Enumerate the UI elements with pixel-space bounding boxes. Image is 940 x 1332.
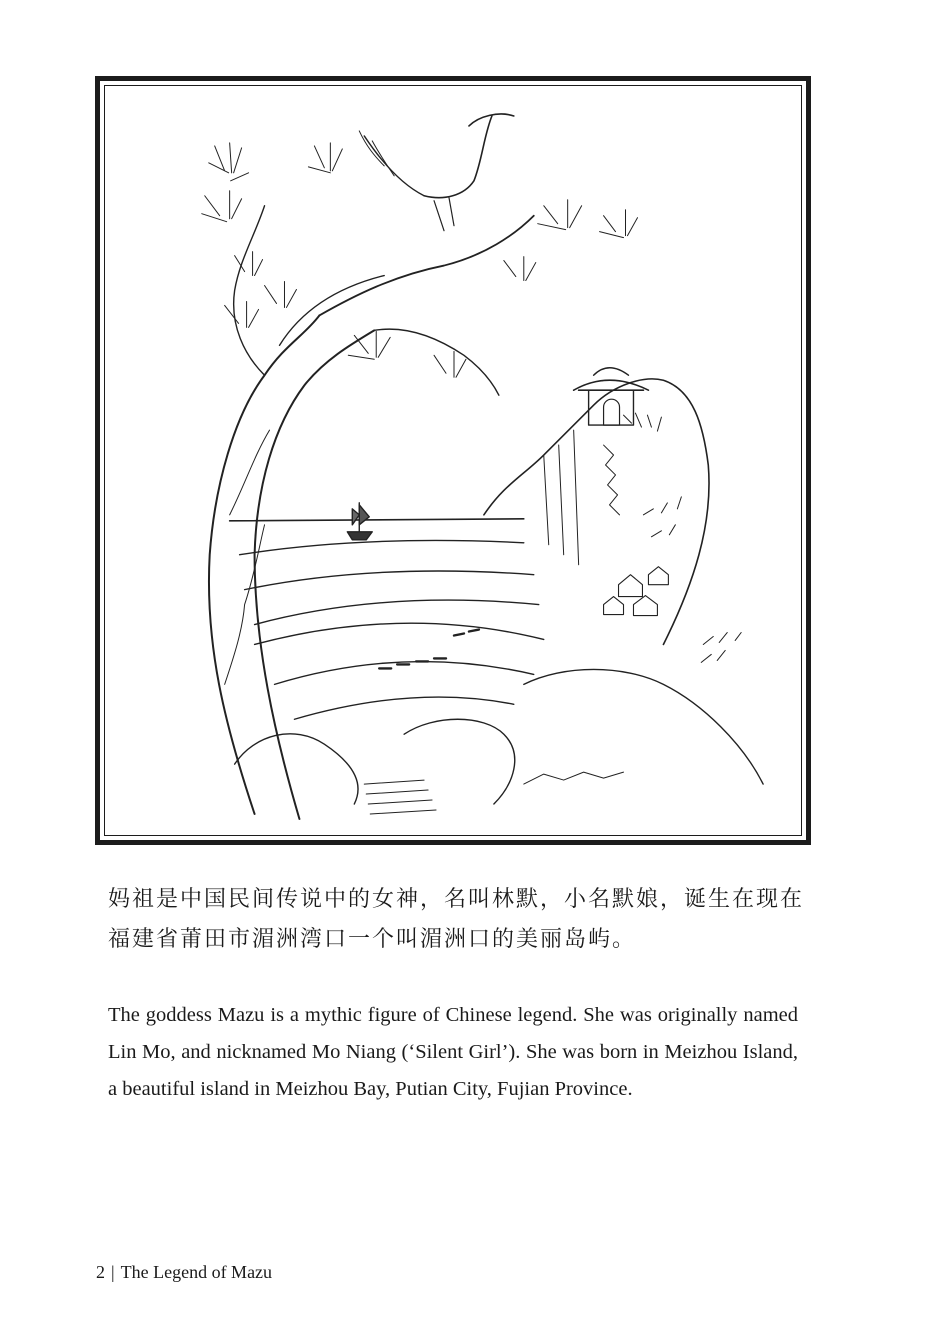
shoreline — [255, 623, 544, 644]
crane-bird — [359, 114, 514, 231]
pine-branch — [319, 216, 533, 316]
illustration-frame — [95, 76, 811, 845]
sea-wave — [240, 540, 524, 554]
sea-wave — [245, 571, 534, 590]
pine-branch — [234, 206, 265, 376]
running-title: The Legend of Mazu — [120, 1262, 273, 1282]
english-paragraph: The goddess Mazu is a mythic figure of Chinese legend. She was originally named Lin Mo, and nicknamed Mo Niang (‘Silent Girl’). She was born in Meizhou Island, a beautiful island in Meizhou Bay, Putian City, Fujian Province. — [108, 1004, 798, 1100]
pine-needles — [202, 143, 638, 377]
sea-wave — [255, 600, 539, 624]
village-houses — [604, 567, 669, 616]
pine-branch — [374, 329, 499, 395]
footer-separator: | — [111, 1262, 115, 1282]
chinese-paragraph: 妈祖是中国民间传说中的女神，名叫林默，小名默娘，诞生在现在福建省莆田市湄洲湾口一个叫湄洲口的美丽岛屿。 — [108, 887, 805, 952]
shoreline — [294, 697, 513, 719]
pine-bark — [225, 430, 270, 684]
sailboat — [347, 503, 372, 540]
ink-illustration — [105, 86, 801, 835]
illustration-inner-border — [104, 85, 802, 836]
foreground-rocks — [235, 633, 763, 814]
horizon-line — [230, 519, 524, 521]
page-number: 2 — [96, 1262, 105, 1282]
cliff — [484, 379, 709, 645]
page-footer — [96, 1260, 272, 1284]
